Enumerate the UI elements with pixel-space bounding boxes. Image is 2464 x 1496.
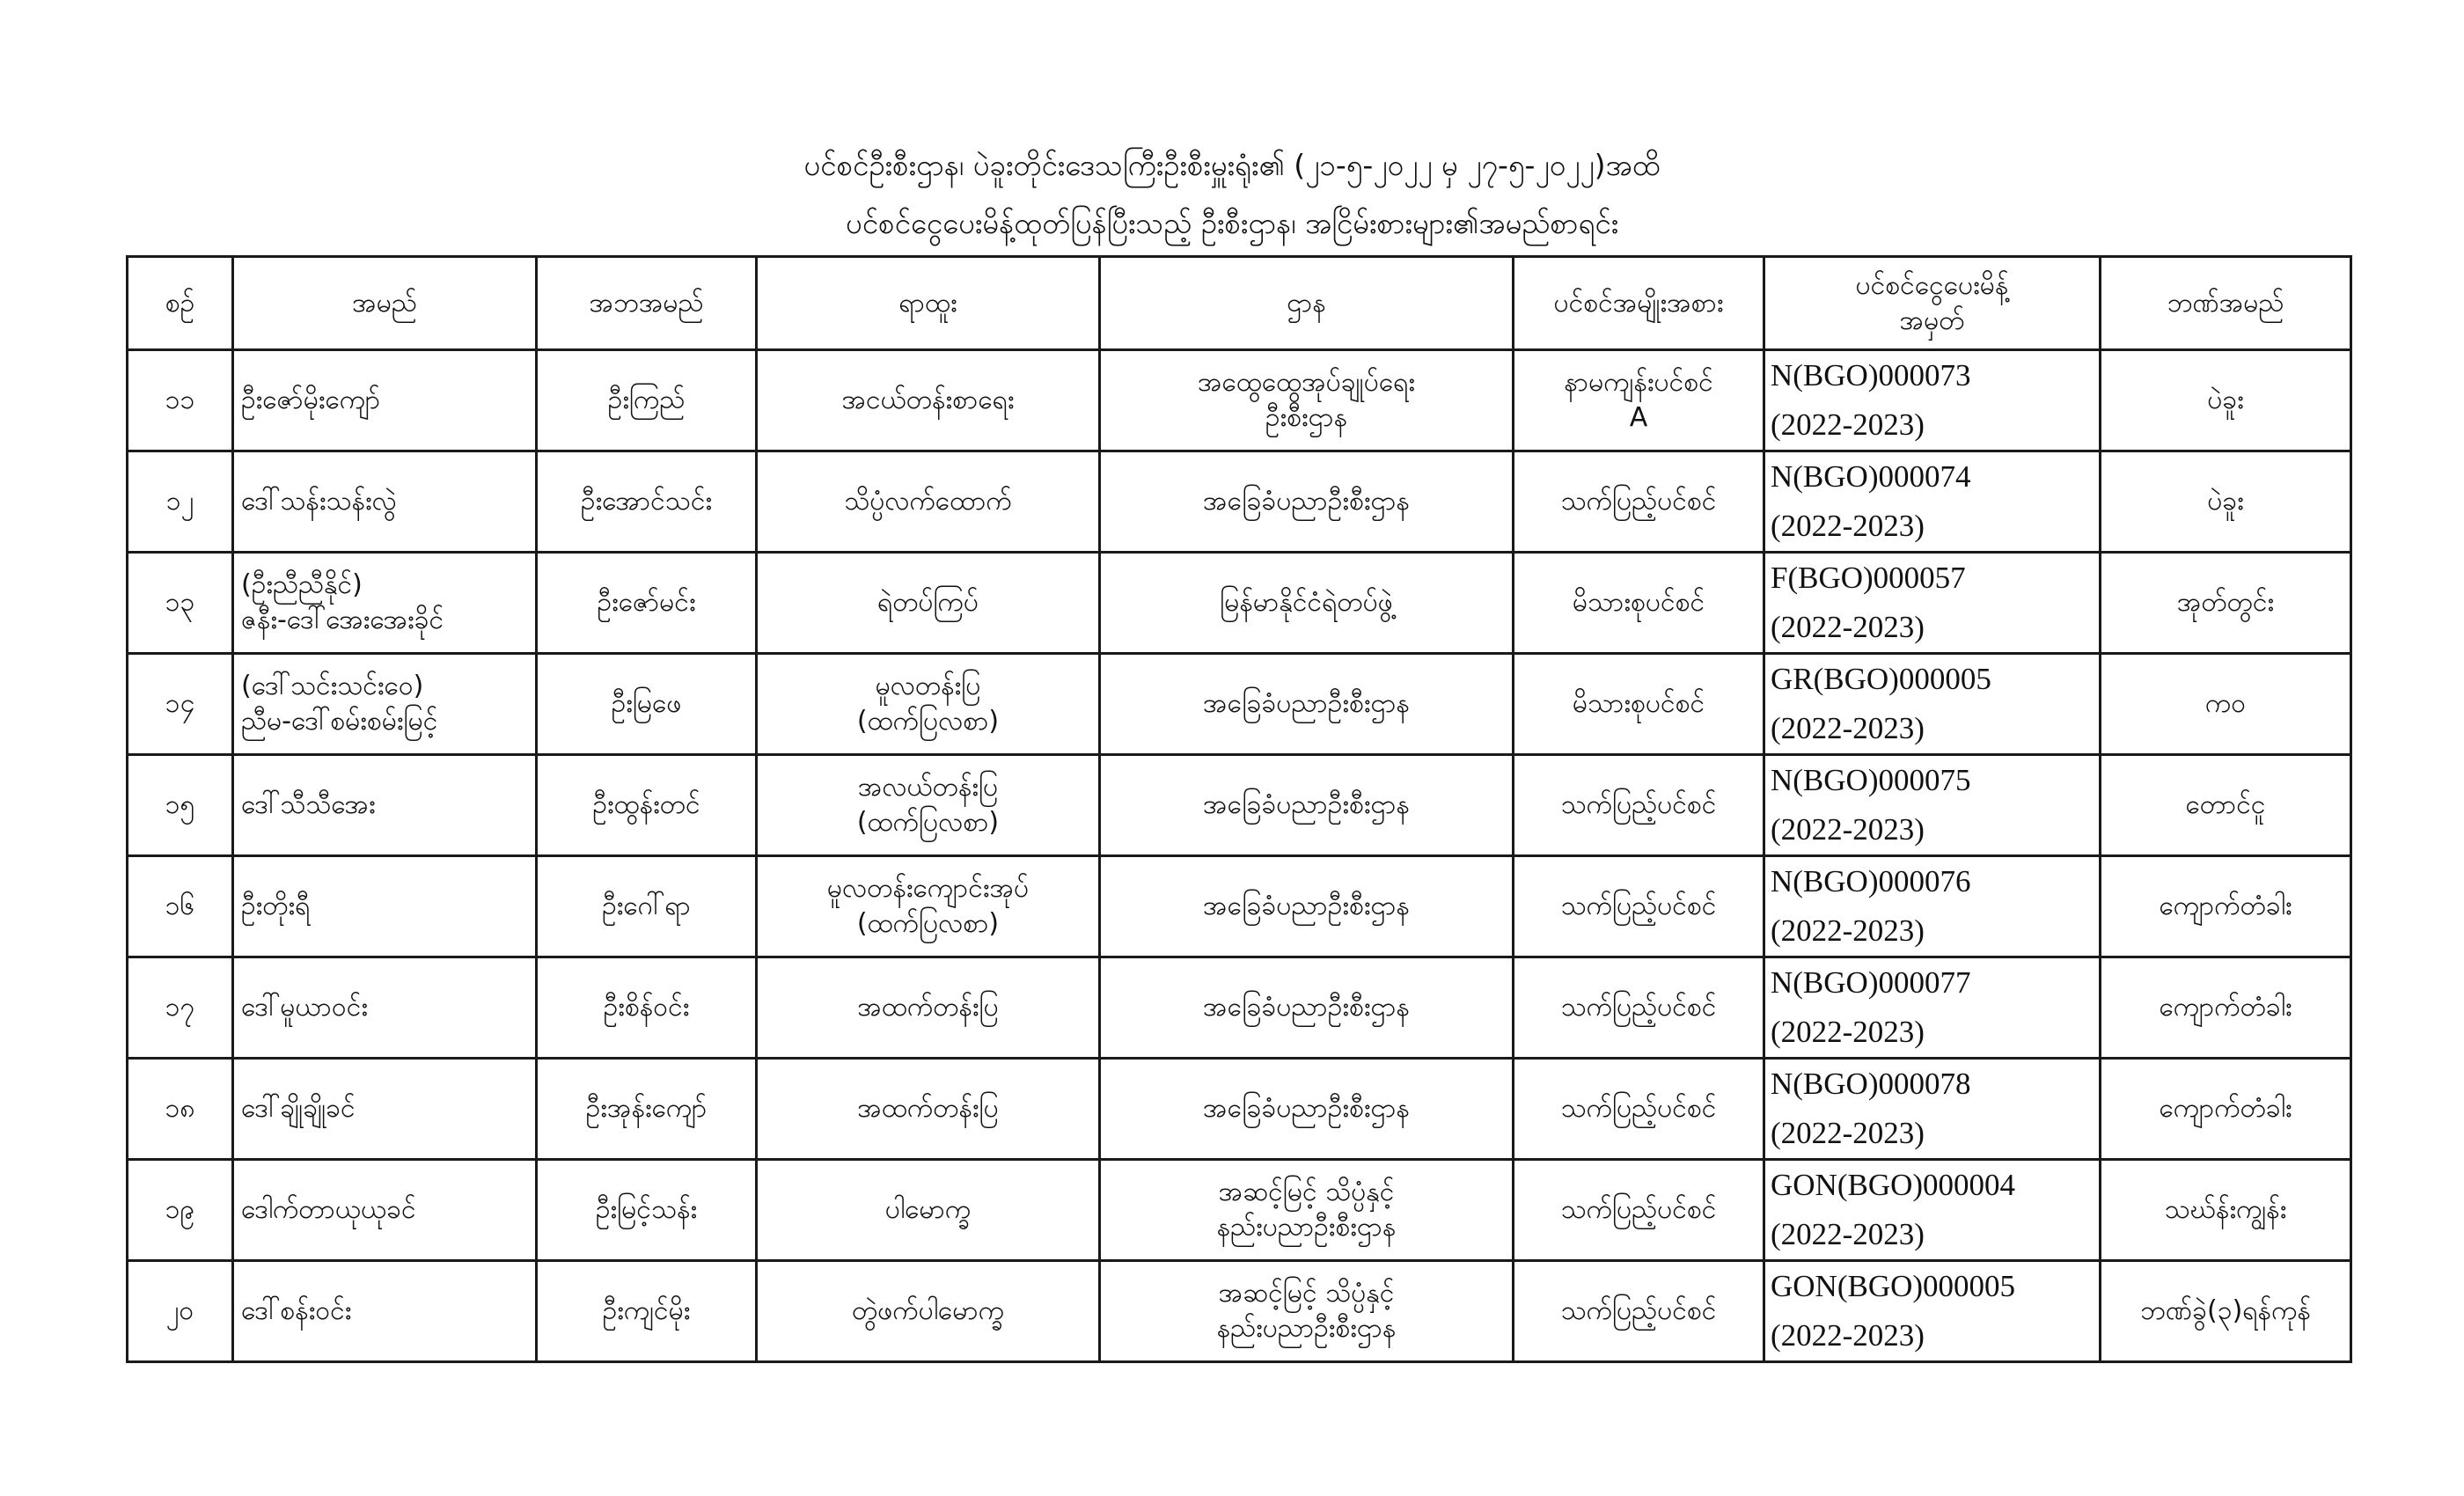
cell-treasury-text: ကျောက်တံခါး — [2159, 891, 2292, 921]
table-row — [128, 1160, 2351, 1261]
cell-name-line-1: ဦးဇော်မိုးကျော် — [241, 385, 381, 415]
cell-department-line-2: နည်းပညာဦးစီးဌာန — [1216, 1212, 1397, 1243]
cell-no — [128, 553, 233, 654]
cell-pension-type — [1514, 755, 1764, 856]
cell-treasury-text: ကျောက်တံခါး — [2159, 992, 2292, 1023]
cell-department-line-1: အခြေခံပညာဦးစီးဌာန — [1203, 992, 1410, 1023]
cell-order-number — [1764, 350, 2101, 451]
cell-department-line-1: အဆင့်မြင့် သိပ္ပံနှင့် — [1218, 1177, 1395, 1207]
cell-pension-type-line-1: သက်ပြည့်ပင်စင် — [1560, 992, 1717, 1023]
cell-treasury-text: ဘဏ်ခွဲ(၃)ရန်ကုန် — [2140, 1295, 2311, 1326]
table-row — [128, 957, 2351, 1059]
cell-pension-type — [1514, 350, 1764, 451]
cell-department — [1100, 1261, 1514, 1362]
cell-father-name — [537, 553, 757, 654]
cell-rank-line-1: ပါမောက္ခ — [884, 1194, 972, 1225]
cell-name — [233, 755, 537, 856]
table-row — [128, 755, 2351, 856]
cell-no-text: ၁၂ — [165, 486, 194, 517]
cell-name-line-2: ဇနီး-ဒေါ်အေးအေးခိုင် — [241, 605, 444, 635]
document-title-line-1: ပင်စင်ဦးစီးဌာန၊ ပဲခူးတိုင်းဒေသကြီးဦးစီးမှူးရုံး၏ (၂၁-၅-၂၀၂၂ မှ ၂၇-၅-၂၀၂၂)အထိ — [803, 148, 1661, 182]
cell-name — [233, 350, 537, 451]
cell-treasury — [2101, 856, 2351, 957]
cell-order-number — [1764, 654, 2101, 755]
cell-father-name — [537, 654, 757, 755]
cell-pension-type-line-1: သက်ပြည့်ပင်စင် — [1560, 1194, 1717, 1225]
cell-no-text: ၁၆ — [165, 891, 195, 921]
cell-order-number — [1764, 1160, 2101, 1261]
table-row — [128, 856, 2351, 957]
cell-name-line-1: ဒေါ်သီသီအေး — [241, 789, 376, 820]
cell-name-line-1: ဦးတိုးရီ — [241, 891, 311, 921]
table-row — [128, 1261, 2351, 1362]
header-rank: ရာထူး — [757, 257, 1100, 350]
cell-department-line-1: အဆင့်မြင့် သိပ္ပံနှင့် — [1218, 1278, 1395, 1309]
cell-pension-type — [1514, 1059, 1764, 1160]
cell-treasury — [2101, 755, 2351, 856]
cell-order-number-line-1: N(BGO)000076 — [1771, 864, 1971, 898]
cell-name — [233, 451, 537, 553]
cell-rank-line-2: (ထက်ပြလစာ) — [856, 908, 1000, 939]
cell-department-line-1: အခြေခံပညာဦးစီးဌာန — [1203, 688, 1410, 719]
cell-father-name — [537, 755, 757, 856]
cell-order-number-line-2: (2022-2023) — [1771, 1116, 1925, 1150]
cell-father-name — [537, 1261, 757, 1362]
cell-pension-type — [1514, 654, 1764, 755]
cell-no-text: ၁၉ — [165, 1194, 195, 1225]
cell-name — [233, 654, 537, 755]
cell-pension-type — [1514, 1261, 1764, 1362]
cell-rank — [757, 350, 1100, 451]
cell-name-line-1: ဒေါ်သန်းသန်းလွဲ — [241, 486, 397, 517]
cell-rank-line-1: အလယ်တန်းပြ — [857, 772, 999, 803]
cell-no-text: ၁၄ — [165, 688, 195, 719]
cell-name — [233, 856, 537, 957]
cell-father-name-text: ဦးစိန်ဝင်း — [603, 992, 690, 1023]
cell-rank-line-2: (ထက်ပြလစာ) — [856, 807, 1000, 838]
cell-order-number-line-1: N(BGO)000078 — [1771, 1067, 1971, 1101]
cell-pension-type-line-1: သက်ပြည့်ပင်စင် — [1560, 486, 1717, 517]
cell-order-number-line-2: (2022-2023) — [1771, 913, 1925, 948]
cell-name — [233, 1261, 537, 1362]
cell-order-number-line-1: N(BGO)000073 — [1771, 358, 1971, 392]
cell-no-text: ၁၈ — [165, 1093, 195, 1124]
cell-treasury-text: သဃ်န်းကျွန်း — [2164, 1194, 2287, 1225]
cell-name-line-1: (ဒေါ်သင်းသင်းဝေ) — [241, 671, 424, 701]
cell-department-line-2: နည်းပညာဦးစီးဌာန — [1216, 1313, 1397, 1344]
cell-father-name-text: ဦးကြည် — [607, 385, 686, 415]
cell-no-text: ၂၀ — [165, 1295, 194, 1326]
cell-no-text: ၁၅ — [165, 789, 195, 820]
cell-father-name — [537, 1059, 757, 1160]
cell-order-number-line-2: (2022-2023) — [1771, 711, 1925, 745]
cell-order-number-line-1: GR(BGO)000005 — [1771, 662, 1991, 696]
cell-father-name-text: ဦးအောင်သင်း — [580, 486, 713, 517]
cell-pension-type — [1514, 1160, 1764, 1261]
cell-no — [128, 350, 233, 451]
cell-department — [1100, 350, 1514, 451]
cell-department-line-1: မြန်မာနိုင်ငံရဲတပ်ဖွဲ့ — [1220, 587, 1393, 618]
cell-order-number-line-2: (2022-2023) — [1771, 812, 1925, 847]
cell-rank-line-1: တွဲဖက်ပါမောက္ခ — [851, 1295, 1005, 1326]
cell-treasury — [2101, 1059, 2351, 1160]
cell-treasury-text: ကဝ — [2204, 688, 2247, 719]
cell-no-text: ၁၁ — [165, 385, 195, 415]
cell-rank-line-1: သိပ္ပံလက်ထောက် — [844, 486, 1012, 517]
cell-department — [1100, 1059, 1514, 1160]
cell-order-number-line-1: F(BGO)000057 — [1771, 561, 1966, 595]
cell-no-text: ၁၃ — [165, 587, 195, 618]
cell-order-number — [1764, 451, 2101, 553]
cell-father-name-text: ဦးဇော်မင်း — [597, 587, 696, 618]
cell-name-line-1: ဒေါ်မူယာဝင်း — [241, 992, 368, 1023]
cell-department — [1100, 755, 1514, 856]
cell-name — [233, 1160, 537, 1261]
cell-no-text: ၁၇ — [165, 992, 195, 1023]
cell-pension-type-line-2: A — [1629, 402, 1648, 433]
document-title-line-2: ပင်စင်ငွေပေးမိန့်ထုတ်ပြန်ပြီးသည့် ဦးစီးဌာန၊ အငြိမ်းစားများ၏အမည်စာရင်း — [845, 206, 1619, 240]
cell-rank — [757, 451, 1100, 553]
table-row — [128, 553, 2351, 654]
cell-rank — [757, 755, 1100, 856]
cell-rank-line-1: အငယ်တန်းစာရေး — [841, 385, 1015, 415]
cell-order-number-line-2: (2022-2023) — [1771, 1015, 1925, 1049]
cell-name — [233, 957, 537, 1059]
cell-treasury — [2101, 1160, 2351, 1261]
cell-order-number-line-2: (2022-2023) — [1771, 509, 1925, 543]
cell-father-name-text: ဦးထွန်းတင် — [592, 789, 700, 820]
table-header-row — [128, 257, 2351, 350]
cell-father-name-text: ဦးအုန်းကျော် — [585, 1093, 708, 1124]
table-row — [128, 1059, 2351, 1160]
cell-father-name-text: ဦးမြင့်သန်း — [595, 1194, 698, 1225]
cell-order-number — [1764, 1261, 2101, 1362]
cell-rank-line-1: အထက်တန်းပြ — [857, 1093, 999, 1124]
cell-rank-line-1: အထက်တန်းပြ — [857, 992, 999, 1023]
cell-order-number — [1764, 957, 2101, 1059]
cell-treasury-text: ကျောက်တံခါး — [2159, 1093, 2292, 1124]
cell-rank-line-1: ရဲတပ်ကြပ် — [876, 587, 979, 618]
cell-order-number — [1764, 1059, 2101, 1160]
header-order-number-line-2: အမှတ် — [1899, 304, 1965, 336]
cell-department — [1100, 1160, 1514, 1261]
cell-treasury — [2101, 654, 2351, 755]
cell-no — [128, 1059, 233, 1160]
cell-order-number-line-1: GON(BGO)000004 — [1771, 1168, 2016, 1202]
cell-department — [1100, 654, 1514, 755]
cell-department-line-1: အထွေထွေအုပ်ချုပ်ရေး — [1198, 367, 1415, 398]
cell-name-line-1: ဒေါ်ချိုချိုခင် — [241, 1093, 356, 1124]
cell-rank — [757, 1160, 1100, 1261]
cell-rank — [757, 654, 1100, 755]
header-no: စဉ် — [128, 257, 233, 350]
cell-pension-type-line-1: သက်ပြည့်ပင်စင် — [1560, 1093, 1717, 1124]
cell-treasury — [2101, 350, 2351, 451]
cell-treasury — [2101, 1261, 2351, 1362]
cell-order-number-line-1: N(BGO)000077 — [1771, 965, 1971, 1000]
cell-treasury — [2101, 451, 2351, 553]
cell-department-line-1: အခြေခံပညာဦးစီးဌာန — [1203, 1093, 1410, 1124]
cell-treasury — [2101, 553, 2351, 654]
cell-father-name-text: ဦးမြဖေ — [611, 688, 682, 719]
cell-no — [128, 755, 233, 856]
cell-name-line-1: ဒေါ်စန်းဝင်း — [241, 1295, 352, 1326]
header-department: ဌာန — [1100, 257, 1514, 350]
cell-department-line-1: အခြေခံပညာဦးစီးဌာန — [1203, 486, 1410, 517]
cell-pension-type-line-1: သက်ပြည့်ပင်စင် — [1560, 891, 1717, 921]
cell-pension-type — [1514, 553, 1764, 654]
header-father-name: အဘအမည် — [537, 257, 757, 350]
cell-father-name — [537, 1160, 757, 1261]
cell-rank-line-1: မူလတန်းကျောင်းအုပ် — [826, 873, 1030, 904]
cell-order-number — [1764, 856, 2101, 957]
cell-treasury-text: ပဲခူး — [2207, 486, 2244, 517]
cell-order-number-line-1: N(BGO)000075 — [1771, 763, 1971, 797]
cell-name — [233, 1059, 537, 1160]
cell-department — [1100, 957, 1514, 1059]
cell-name-line-2: ညီမ-ဒေါ်စမ်းစမ်းမြင့် — [241, 706, 438, 737]
cell-rank — [757, 957, 1100, 1059]
cell-department — [1100, 856, 1514, 957]
cell-order-number-line-2: (2022-2023) — [1771, 610, 1925, 644]
cell-pension-type — [1514, 957, 1764, 1059]
cell-father-name — [537, 451, 757, 553]
cell-rank — [757, 1261, 1100, 1362]
cell-rank-line-2: (ထက်ပြလစာ) — [856, 706, 1000, 737]
header-treasury: ဘဏ်အမည် — [2101, 257, 2351, 350]
cell-order-number-line-2: (2022-2023) — [1771, 1217, 1925, 1251]
cell-name-line-1: ဒေါက်တာယုယုခင် — [241, 1194, 416, 1225]
cell-treasury-text: အုတ်တွင်း — [2176, 587, 2275, 618]
cell-treasury-text: ပဲခူး — [2207, 385, 2244, 415]
cell-father-name — [537, 856, 757, 957]
cell-name — [233, 553, 537, 654]
cell-pension-type-line-1: သက်ပြည့်ပင်စင် — [1560, 789, 1717, 820]
cell-no — [128, 957, 233, 1059]
header-order-number-line-1: ပင်စင်ငွေပေးမိန့် — [1855, 269, 2009, 301]
cell-father-name — [537, 957, 757, 1059]
cell-department — [1100, 451, 1514, 553]
cell-no — [128, 1160, 233, 1261]
cell-order-number — [1764, 553, 2101, 654]
cell-order-number-line-1: GON(BGO)000005 — [1771, 1269, 2016, 1303]
cell-father-name-text: ဦးဂေါ်ရာ — [602, 891, 691, 921]
table-row — [128, 451, 2351, 553]
cell-name-line-1: (ဦးညီညီနိုင်) — [241, 569, 363, 600]
cell-department-line-1: အခြေခံပညာဦးစီးဌာန — [1203, 891, 1410, 921]
cell-father-name — [537, 350, 757, 451]
table-row — [128, 654, 2351, 755]
cell-rank — [757, 1059, 1100, 1160]
pensioner-table — [126, 255, 2352, 1363]
cell-department — [1100, 553, 1514, 654]
cell-no — [128, 856, 233, 957]
cell-treasury-text: တောင်ငူ — [2185, 789, 2266, 820]
cell-no — [128, 451, 233, 553]
header-name: အမည် — [233, 257, 537, 350]
header-pension-type: ပင်စင်အမျိုးအစား — [1514, 257, 1764, 350]
cell-pension-type-line-1: သက်ပြည့်ပင်စင် — [1560, 1295, 1717, 1326]
cell-pension-type-line-1: မိသားစုပင်စင် — [1572, 688, 1705, 719]
cell-no — [128, 1261, 233, 1362]
table-row — [128, 350, 2351, 451]
cell-order-number — [1764, 755, 2101, 856]
cell-order-number-line-2: (2022-2023) — [1771, 1318, 1925, 1353]
cell-pension-type-line-1: နာမကျန်းပင်စင် — [1564, 367, 1713, 398]
cell-pension-type — [1514, 856, 1764, 957]
cell-rank — [757, 553, 1100, 654]
cell-order-number-line-2: (2022-2023) — [1771, 407, 1925, 442]
cell-treasury — [2101, 957, 2351, 1059]
header-order-number — [1764, 257, 2101, 350]
cell-department-line-1: အခြေခံပညာဦးစီးဌာန — [1203, 789, 1410, 820]
cell-department-line-2: ဦးစီးဌာန — [1265, 402, 1348, 433]
cell-rank-line-1: မူလတန်းပြ — [875, 671, 981, 701]
cell-pension-type-line-1: မိသားစုပင်စင် — [1572, 587, 1705, 618]
cell-rank — [757, 856, 1100, 957]
cell-order-number-line-1: N(BGO)000074 — [1771, 459, 1971, 494]
cell-no — [128, 654, 233, 755]
cell-pension-type — [1514, 451, 1764, 553]
cell-father-name-text: ဦးကျင်မိုး — [602, 1295, 691, 1326]
